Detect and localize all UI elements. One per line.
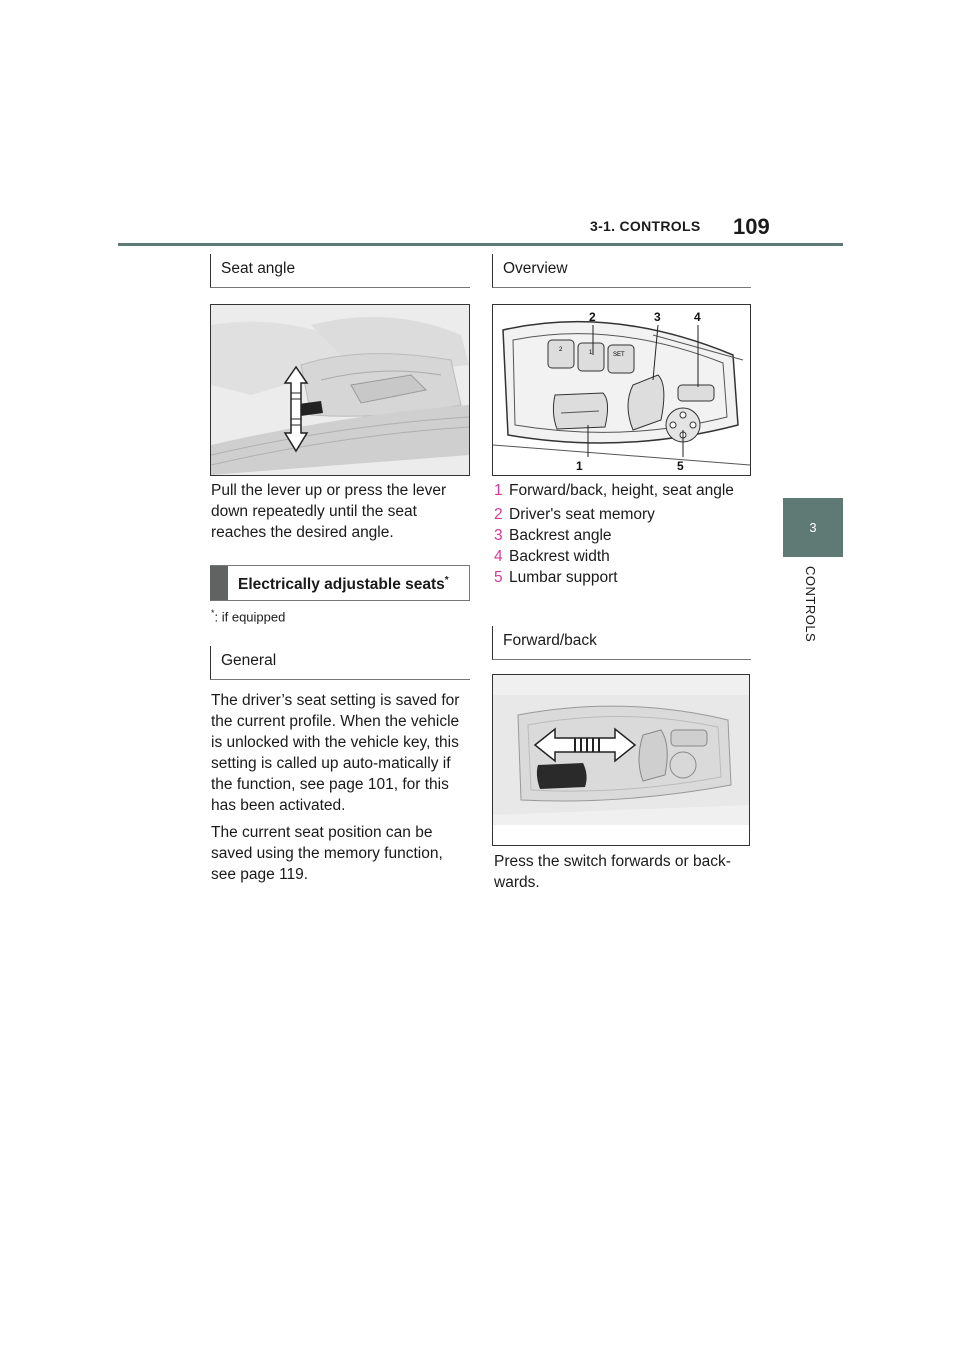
- legend-item: [494, 567, 752, 588]
- legend-number: 4: [494, 548, 503, 565]
- legend-text: Lumbar support: [509, 569, 618, 586]
- legend-number: 2: [494, 506, 503, 523]
- banner-bar: [210, 566, 228, 600]
- legend-text: Driver's seat memory: [509, 506, 655, 523]
- legend-number: 3: [494, 527, 503, 544]
- button-label-1: 1: [589, 350, 593, 356]
- callout-5: 5: [677, 459, 684, 473]
- seat-angle-heading-text: Seat angle: [221, 260, 296, 277]
- chapter-side-label: [800, 566, 820, 656]
- seat-angle-heading: [210, 254, 470, 288]
- legend-item: [494, 546, 752, 567]
- footnote-text: : if equipped: [214, 609, 286, 625]
- memory-buttons: [548, 340, 634, 373]
- chapter-tab[interactable]: 3: [783, 498, 843, 557]
- overview-heading-text: Overview: [503, 260, 568, 277]
- button-label-set: SET: [613, 352, 625, 358]
- legend-item: [494, 480, 752, 501]
- legend-text: Backrest angle: [509, 527, 612, 544]
- seat-angle-body: [211, 480, 471, 549]
- forward-back-paragraph: Press the switch forwards or back-wards.: [494, 853, 731, 891]
- overview-heading: [492, 254, 751, 288]
- legend-number: 5: [494, 569, 503, 586]
- general-body: [211, 690, 469, 891]
- button-label-2: 2: [559, 347, 563, 353]
- forward-back-body: [494, 851, 752, 899]
- callout-2: 2: [589, 310, 596, 324]
- general-paragraph-2: The current seat position can be saved using the memory function, see page 119.: [211, 824, 443, 883]
- general-heading-text: General: [221, 652, 277, 669]
- forward-back-heading-text: Forward/back: [503, 632, 597, 649]
- forward-back-heading: [492, 626, 751, 660]
- section-title: 3-1. CONTROLS: [590, 218, 701, 234]
- page-number: 109: [733, 214, 770, 239]
- seat-lever-updown-icon: [211, 305, 469, 475]
- legend-item: [494, 504, 752, 525]
- chapter-side-label-text: CONTROLS: [803, 566, 818, 643]
- legend-text: Backrest width: [509, 548, 610, 565]
- electric-seats-banner-title: Electrically adjustable seats: [238, 576, 445, 594]
- footnote: [211, 608, 285, 624]
- legend-text: Forward/back, height, seat angle: [509, 482, 734, 499]
- seat-switch-forward-back-icon: [493, 675, 749, 845]
- callout-3: 3: [654, 310, 661, 324]
- callout-1: 1: [576, 459, 583, 473]
- general-paragraph-1: The driver’s seat setting is saved for the current profile. When the vehicle is unlocked with the vehicle key, this setting is called up auto-matically if the function, see page 101, for this has been activated.: [211, 692, 460, 814]
- general-heading: [210, 646, 470, 680]
- header-rule: [118, 243, 843, 246]
- seat-angle-figure: [210, 304, 470, 476]
- overview-legend: [494, 480, 752, 588]
- seat-angle-paragraph: Pull the lever up or press the lever down repeatedly until the seat reaches the desired angle.: [211, 482, 447, 541]
- seat-control-panel-icon: [493, 305, 750, 475]
- banner-asterisk: *: [444, 575, 449, 586]
- forward-back-figure: [492, 674, 750, 846]
- electric-seats-banner: [210, 565, 470, 601]
- callout-4: 4: [694, 310, 701, 324]
- overview-figure: [492, 304, 751, 476]
- electric-seats-banner-text: [228, 566, 449, 600]
- footnote-asterisk: *: [211, 608, 215, 618]
- legend-number: 1: [494, 482, 503, 499]
- legend-item: [494, 525, 752, 546]
